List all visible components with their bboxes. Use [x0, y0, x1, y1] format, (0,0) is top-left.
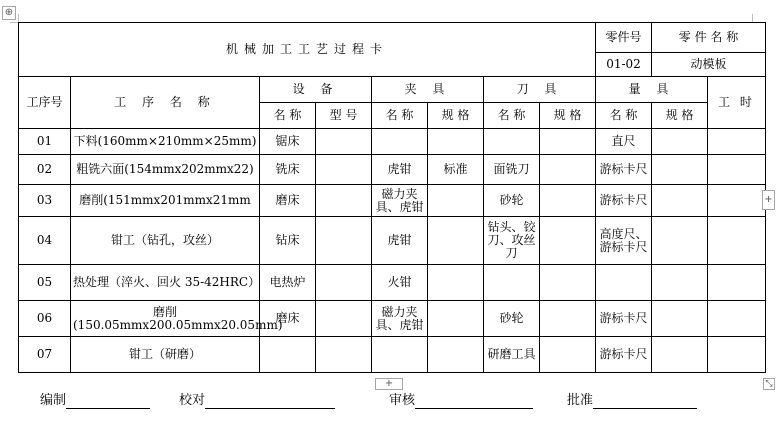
- cell-hours[interactable]: [708, 265, 766, 301]
- cell-fx-name[interactable]: [372, 129, 428, 155]
- cell-hours[interactable]: [708, 155, 766, 185]
- cell-hours[interactable]: [708, 337, 766, 373]
- cell-hours[interactable]: [708, 301, 766, 337]
- signature-review-label: 审核: [389, 393, 416, 408]
- subheader-fx-name[interactable]: 名 称: [372, 103, 428, 129]
- cell-eq-name[interactable]: 磨床: [260, 185, 316, 217]
- cell-gg-spec[interactable]: [652, 155, 708, 185]
- header-step-no[interactable]: 工序号: [19, 77, 71, 129]
- cell-eq-model[interactable]: [316, 217, 372, 265]
- cell-gg-name[interactable]: 高度尺、游标卡尺: [596, 217, 652, 265]
- cell-gg-name[interactable]: 游标卡尺: [596, 155, 652, 185]
- subheader-eq-model[interactable]: 型 号: [316, 103, 372, 129]
- table-row: [19, 301, 766, 337]
- cell-eq-model[interactable]: [316, 185, 372, 217]
- cell-fx-spec[interactable]: [428, 185, 484, 217]
- cell-tl-name[interactable]: 面铣刀: [484, 155, 540, 185]
- subheader-gg-spec[interactable]: 规 格: [652, 103, 708, 129]
- cell-step-name[interactable]: 磨削(150.05mmx200.05mmx20.05mm): [71, 301, 260, 337]
- cell-tl-name[interactable]: 砂轮: [484, 185, 540, 217]
- cell-gg-name[interactable]: 游标卡尺: [596, 337, 652, 373]
- cell-tl-spec[interactable]: [540, 185, 596, 217]
- header-step-name[interactable]: 工 序 名 称: [71, 77, 260, 129]
- cell-gg-name[interactable]: [596, 265, 652, 301]
- cell-eq-name[interactable]: 电热炉: [260, 265, 316, 301]
- subheader-gg-name[interactable]: 名 称: [596, 103, 652, 129]
- cell-gg-name[interactable]: 直尺: [596, 129, 652, 155]
- cell-gg-spec[interactable]: [652, 217, 708, 265]
- signature-check-line[interactable]: [205, 395, 335, 409]
- cell-tl-spec[interactable]: [540, 337, 596, 373]
- subheader-tl-name[interactable]: 名 称: [484, 103, 540, 129]
- cell-gg-spec[interactable]: [652, 185, 708, 217]
- cell-tl-spec[interactable]: [540, 265, 596, 301]
- cell-eq-name[interactable]: 锯床: [260, 129, 316, 155]
- cell-hours[interactable]: [708, 217, 766, 265]
- cell-fx-spec[interactable]: 标准: [428, 155, 484, 185]
- cell-tl-name[interactable]: [484, 129, 540, 155]
- cell-step-no[interactable]: 06: [19, 301, 71, 337]
- cell-tl-spec[interactable]: [540, 129, 596, 155]
- cell-eq-name[interactable]: 铣床: [260, 155, 316, 185]
- table-row: [19, 129, 766, 155]
- part-no-label[interactable]: 零件号: [596, 23, 652, 53]
- cell-gg-spec[interactable]: [652, 337, 708, 373]
- cell-step-name[interactable]: 钳工（研磨）: [71, 337, 260, 373]
- cell-hours[interactable]: [708, 129, 766, 155]
- cell-tl-name[interactable]: 钻头、铰刀、攻丝刀: [484, 217, 540, 265]
- signature-approve: [567, 393, 697, 409]
- cell-step-no[interactable]: 02: [19, 155, 71, 185]
- cell-fx-spec[interactable]: [428, 265, 484, 301]
- cell-step-name[interactable]: 磨削(151mmx201mmx21mm: [71, 185, 260, 217]
- cell-fx-name[interactable]: 磁力夹具、虎钳: [372, 301, 428, 337]
- part-name-label[interactable]: 零 件 名 称: [652, 23, 766, 53]
- header-gauge[interactable]: 量 具: [596, 77, 708, 103]
- subheader-eq-name[interactable]: 名 称: [260, 103, 316, 129]
- header-fixture[interactable]: 夹 具: [372, 77, 484, 103]
- cell-step-no[interactable]: 03: [19, 185, 71, 217]
- cell-step-name[interactable]: 钳工（钻孔，攻丝）: [71, 217, 260, 265]
- signature-compile-label: 编制: [40, 393, 67, 408]
- cell-fx-name[interactable]: 火钳: [372, 265, 428, 301]
- cell-tl-spec[interactable]: [540, 155, 596, 185]
- cell-eq-name[interactable]: 钻床: [260, 217, 316, 265]
- cell-eq-model[interactable]: [316, 155, 372, 185]
- cell-fx-name[interactable]: 虎钳: [372, 155, 428, 185]
- cell-tl-spec[interactable]: [540, 301, 596, 337]
- cell-step-name[interactable]: 下料(160mm×210mm×25mm): [71, 129, 260, 155]
- cell-fx-name[interactable]: 磁力夹具、虎钳: [372, 185, 428, 217]
- card-title[interactable]: 机械加工工艺过程卡: [19, 23, 596, 77]
- subheader-tl-spec[interactable]: 规 格: [540, 103, 596, 129]
- signature-check-label: 校对: [179, 393, 206, 408]
- cell-step-no[interactable]: 07: [19, 337, 71, 373]
- cell-tl-name[interactable]: [484, 265, 540, 301]
- cell-step-no[interactable]: 05: [19, 265, 71, 301]
- subheader-fx-spec[interactable]: 规 格: [428, 103, 484, 129]
- process-card-table[interactable]: [18, 22, 766, 373]
- part-name-value[interactable]: 动模板: [652, 53, 766, 77]
- signature-review-line[interactable]: [415, 395, 533, 409]
- cell-fx-spec[interactable]: [428, 301, 484, 337]
- cell-tl-spec[interactable]: [540, 217, 596, 265]
- cell-step-no[interactable]: 01: [19, 129, 71, 155]
- cell-eq-model[interactable]: [316, 337, 372, 373]
- table-row: [19, 217, 766, 265]
- cell-fx-spec[interactable]: [428, 337, 484, 373]
- table-row: [19, 265, 766, 301]
- cell-eq-model[interactable]: [316, 129, 372, 155]
- cell-hours[interactable]: [708, 185, 766, 217]
- cell-eq-name[interactable]: 磨床: [260, 301, 316, 337]
- cell-step-name[interactable]: 热处理（淬火、回火 35-42HRC）: [71, 265, 260, 301]
- cell-step-no[interactable]: 04: [19, 217, 71, 265]
- table-resize-icon[interactable]: ⤡: [763, 378, 775, 390]
- cell-gg-spec[interactable]: [652, 265, 708, 301]
- table-row: [19, 155, 766, 185]
- cell-fx-spec[interactable]: [428, 217, 484, 265]
- signature-approve-line[interactable]: [593, 395, 697, 409]
- signature-check: [179, 393, 335, 409]
- header-equipment[interactable]: 设 备: [260, 77, 372, 103]
- cell-step-name[interactable]: 粗铣六面(154mmx202mmx22): [71, 155, 260, 185]
- header-tool[interactable]: 刀 具: [484, 77, 596, 103]
- signature-compile-line[interactable]: [66, 395, 150, 409]
- cell-fx-name[interactable]: 虎钳: [372, 217, 428, 265]
- table-move-handle-icon[interactable]: ⊕: [2, 6, 16, 20]
- cell-gg-spec[interactable]: [652, 301, 708, 337]
- table-row: [19, 337, 766, 373]
- cell-eq-model[interactable]: [316, 265, 372, 301]
- signature-approve-label: 批准: [567, 393, 594, 408]
- cell-tl-name[interactable]: 研磨工具: [484, 337, 540, 373]
- cell-gg-name[interactable]: 游标卡尺: [596, 301, 652, 337]
- header-hours[interactable]: 工 时: [708, 77, 766, 129]
- cell-fx-spec[interactable]: [428, 129, 484, 155]
- cell-fx-name[interactable]: [372, 337, 428, 373]
- cell-eq-name[interactable]: [260, 337, 316, 373]
- table-row: [19, 185, 766, 217]
- signature-review: [389, 393, 533, 409]
- part-no-value[interactable]: 01-02: [596, 53, 652, 77]
- cell-eq-model[interactable]: [316, 301, 372, 337]
- cell-gg-spec[interactable]: [652, 129, 708, 155]
- signature-compile: [40, 393, 150, 409]
- add-column-icon[interactable]: +: [762, 190, 775, 210]
- add-row-icon[interactable]: +: [375, 378, 403, 390]
- cell-gg-name[interactable]: 游标卡尺: [596, 185, 652, 217]
- cell-tl-name[interactable]: 砂轮: [484, 301, 540, 337]
